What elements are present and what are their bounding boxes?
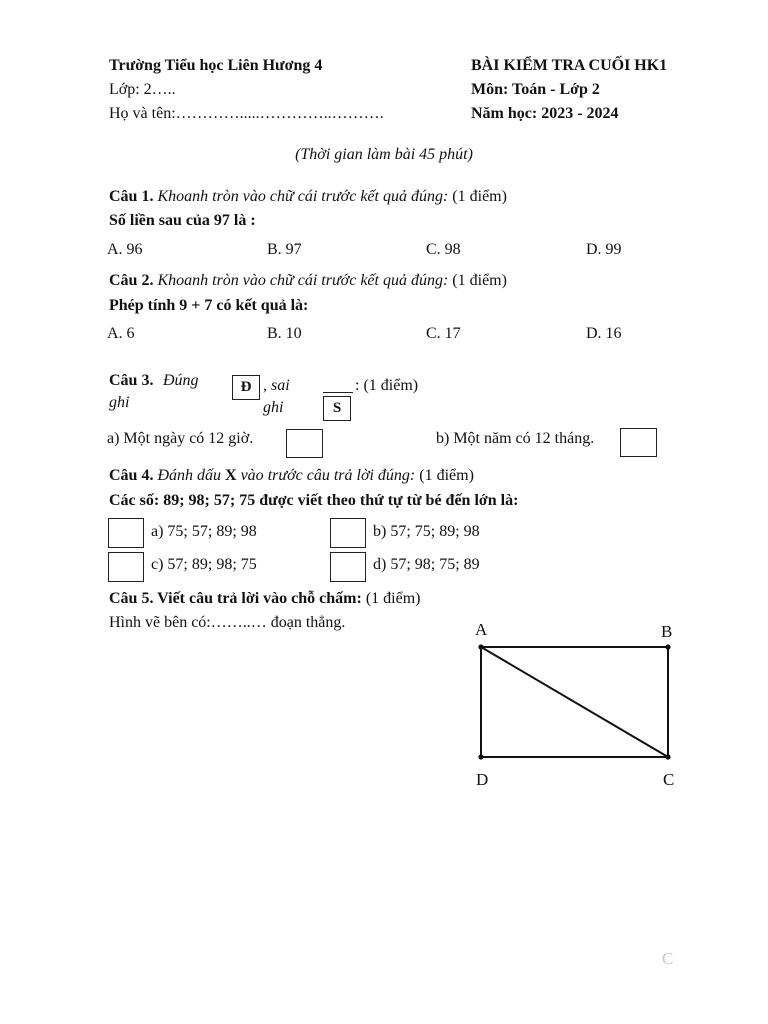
q4-heading — [109, 467, 474, 485]
q4-option-b: b) 57; 75; 89; 98 — [373, 523, 480, 540]
q5-label: Câu 5. Viết câu trả lời vào chỗ chấm: — [109, 590, 362, 607]
q4-mark: X — [225, 467, 237, 484]
q4-checkbox-c[interactable] — [108, 552, 144, 582]
q4-checkbox-d[interactable] — [330, 552, 366, 582]
footer-watermark-mark: C — [662, 949, 674, 968]
q4-option-c: c) 57; 89; 98; 75 — [151, 556, 257, 573]
q4-points: (1 điểm) — [419, 467, 474, 484]
vertex-label-c: C — [663, 770, 675, 789]
subject-line: Môn: Toán - Lớp 2 — [471, 81, 600, 98]
q3-points: : (1 điểm) — [355, 377, 419, 394]
q2-points: (1 điểm) — [452, 272, 507, 289]
vertex-label-d: D — [476, 770, 489, 789]
q4-label: Câu 4. — [109, 467, 154, 484]
q4-option-a: a) 75; 57; 89; 98 — [151, 523, 257, 540]
q4-checkbox-b[interactable] — [330, 518, 366, 548]
q1-option-b[interactable]: B. 97 — [267, 241, 302, 258]
q5-points: (1 điểm) — [365, 590, 421, 607]
q3-word-ghi-2: ghi — [263, 399, 284, 416]
school-name: Trường Tiểu học Liên Hương 4 — [109, 57, 323, 74]
q4-instruction-1: Đánh dấu — [157, 467, 222, 484]
q3-word-ghi-1: ghi — [109, 394, 130, 411]
point-b — [665, 644, 670, 649]
q1-question: Số liền sau của 97 là : — [109, 212, 256, 229]
q2-label: Câu 2. — [109, 272, 154, 289]
q4-instruction-2: vào — [240, 467, 268, 484]
q1-label: Câu 1. — [109, 188, 154, 205]
vertex-label-a: A — [475, 620, 488, 639]
q2-option-c[interactable]: C. 17 — [426, 325, 461, 342]
q3-item-a: a) Một ngày có 12 giờ. — [107, 430, 254, 447]
q2-question: Phép tính 9 + 7 có kết quả là: — [109, 297, 309, 314]
q5-question: Hình vẽ bên có:……..… đoạn thẳng. — [109, 614, 346, 631]
q4-checkbox-a[interactable] — [108, 518, 144, 548]
q4-instruction-3: trước câu trả lời đúng: — [267, 467, 416, 484]
q3-item-b: b) Một năm có 12 tháng. — [436, 430, 595, 447]
q1-instruction: Khoanh tròn vào chữ cái trước kết quả đúng: — [157, 188, 449, 205]
q3-word-dung: Đúng — [163, 372, 199, 389]
q1-heading — [109, 188, 507, 206]
point-a — [478, 644, 483, 649]
class-line: Lớp: 2….. — [109, 81, 176, 98]
q1-option-c[interactable]: C. 98 — [426, 241, 461, 258]
q2-option-d[interactable]: D. 16 — [586, 325, 622, 342]
q1-points: (1 điểm) — [452, 188, 507, 205]
q4-option-d: d) 57; 98; 75; 89 — [373, 556, 480, 573]
point-d — [478, 754, 483, 759]
q3-word-sai: , sai — [263, 377, 290, 394]
point-c — [665, 754, 670, 759]
q3-answer-box-b[interactable] — [620, 428, 657, 457]
q3-sample-box-s: S — [323, 396, 351, 421]
q5-heading — [109, 590, 421, 608]
school-year: Năm học: 2023 - 2024 — [471, 105, 619, 122]
q2-instruction: Khoanh tròn vào chữ cái trước kết quả đúng: — [157, 272, 449, 289]
student-name-line: Họ và tên:………….....…………..………. — [109, 105, 384, 122]
q3-answer-box-a[interactable] — [286, 429, 323, 458]
rectangle-diagram — [460, 615, 690, 795]
q3-sample-box-d: Đ — [232, 375, 260, 400]
time-note: (Thời gian làm bài 45 phút) — [295, 146, 473, 163]
test-title: BÀI KIỂM TRA CUỐI HK1 — [471, 57, 668, 74]
q3-label: Câu 3. — [109, 372, 154, 389]
q1-option-a[interactable]: A. 96 — [107, 241, 143, 258]
q4-question: Các số: 89; 98; 57; 75 được viết theo thứ tự từ bé đến lớn là: — [109, 492, 519, 509]
vertex-label-b: B — [661, 622, 673, 641]
q2-heading — [109, 272, 507, 290]
q2-option-b[interactable]: B. 10 — [267, 325, 302, 342]
q3-blank-underline — [323, 392, 353, 393]
q1-option-d[interactable]: D. 99 — [586, 241, 622, 258]
q2-option-a[interactable]: A. 6 — [107, 325, 135, 342]
diagonal-ac — [481, 647, 668, 757]
